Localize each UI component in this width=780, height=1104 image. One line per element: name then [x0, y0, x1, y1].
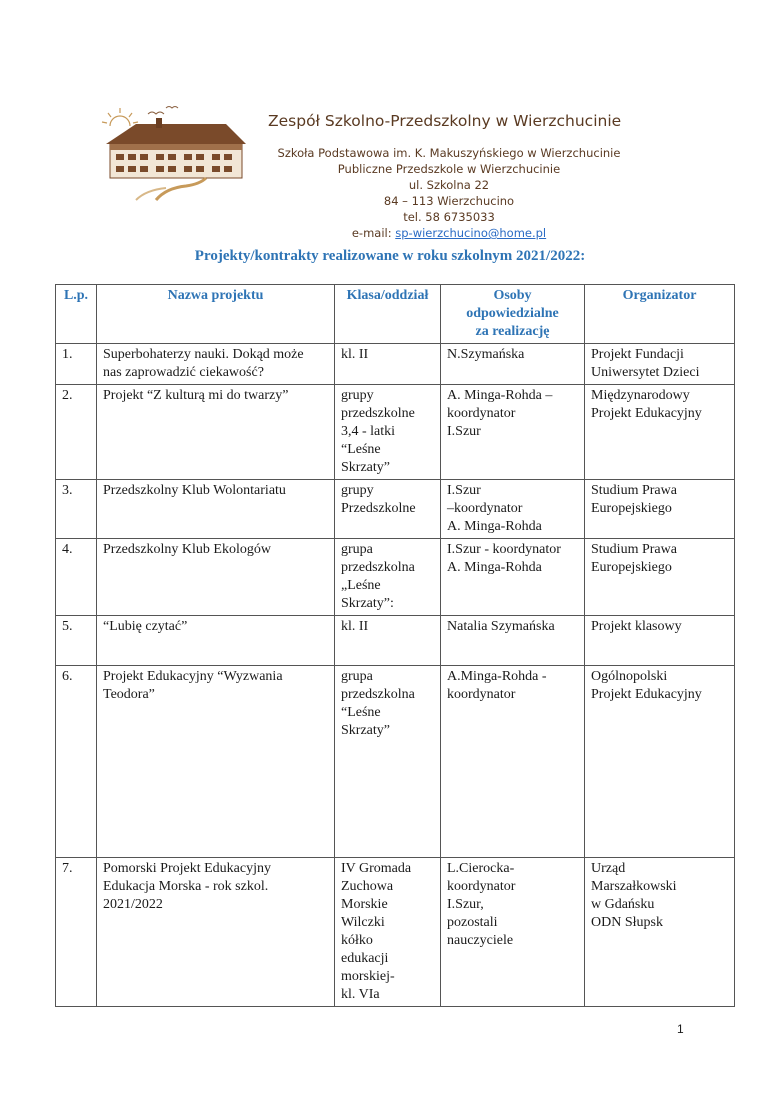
cell-lp: 6. [56, 666, 97, 858]
school-name: Zespół Szkolno-Przedszkolny w Wierzchucinie [268, 112, 622, 130]
header-responsible: Osoby odpowiedzialne za realizację [441, 285, 585, 344]
table-header-row [56, 285, 735, 344]
cell-class: grupy Przedszkolne [335, 480, 441, 539]
cell-project-name: Przedszkolny Klub Wolontariatu [97, 480, 335, 539]
cell-project-name: Superbohaterzy nauki. Dokąd może nas zaprowadzić ciekawość? [97, 344, 335, 385]
table-row [56, 480, 735, 539]
cell-responsible: A. Minga-Rohda – koordynator I.Szur [441, 385, 585, 480]
email-label: e-mail: [351, 226, 396, 240]
cell-class: kl. II [335, 616, 441, 666]
table-row [56, 539, 735, 616]
cell-project-name: Pomorski Projekt Edukacyjny Edukacja Morska - rok szkol. 2021/2022 [97, 858, 335, 1007]
cell-lp: 5. [56, 616, 97, 666]
school-contact-block [268, 145, 630, 241]
cell-organizer: Międzynarodowy Projekt Edukacyjny [585, 385, 735, 480]
cell-lp: 3. [56, 480, 97, 539]
cell-responsible: N.Szymańska [441, 344, 585, 385]
page-number: 1 [677, 1022, 684, 1036]
cell-organizer: Studium Prawa Europejskiego [585, 539, 735, 616]
postal-address: 84 – 113 Wierzchucino [383, 194, 515, 208]
cell-project-name: Projekt “Z kulturą mi do twarzy” [97, 385, 335, 480]
cell-organizer: Urząd Marszałkowski w Gdańsku ODN Słupsk [585, 858, 735, 1007]
cell-project-name: Projekt Edukacyjny “Wyzwania Teodora” [97, 666, 335, 858]
header-project-name: Nazwa projektu [97, 285, 335, 344]
cell-responsible: A.Minga-Rohda - koordynator [441, 666, 585, 858]
projects-table [55, 284, 735, 1007]
cell-project-name: “Lubię czytać” [97, 616, 335, 666]
street-address: ul. Szkolna 22 [408, 178, 490, 192]
cell-organizer: Ogólnopolski Projekt Edukacyjny [585, 666, 735, 858]
table-row [56, 858, 735, 1007]
email-line [268, 225, 630, 241]
kindergarten-name: Publiczne Przedszkole w Wierzchucinie [337, 162, 561, 176]
cell-lp: 2. [56, 385, 97, 480]
cell-responsible: L.Cierocka- koordynator I.Szur, pozostali nauczyciele [441, 858, 585, 1007]
cell-organizer: Projekt klasowy [585, 616, 735, 666]
cell-class: grupy przedszkolne 3,4 - latki “Leśne Skrzaty” [335, 385, 441, 480]
cell-responsible: I.Szur - koordynator A. Minga-Rohda [441, 539, 585, 616]
cell-lp: 4. [56, 539, 97, 616]
document-title: Projekty/kontrakty realizowane w roku szkolnym 2021/2022: [194, 248, 586, 264]
cell-class: grupa przedszkolna „Leśne Skrzaty”: [335, 539, 441, 616]
cell-responsible: I.Szur –koordynator A. Minga-Rohda [441, 480, 585, 539]
header-organizer: Organizator [585, 285, 735, 344]
cell-organizer: Projekt Fundacji Uniwersytet Dzieci [585, 344, 735, 385]
cell-lp: 7. [56, 858, 97, 1007]
cell-responsible: Natalia Szymańska [441, 616, 585, 666]
phone-number: tel. 58 6735033 [403, 210, 495, 224]
cell-lp: 1. [56, 344, 97, 385]
cell-class: grupa przedszkolna “Leśne Skrzaty” [335, 666, 441, 858]
table-row [56, 344, 735, 385]
cell-project-name: Przedszkolny Klub Ekologów [97, 539, 335, 616]
email-link[interactable]: sp-wierzchucino@home.pl [395, 226, 547, 240]
table-row [56, 616, 735, 666]
header-lp: L.p. [56, 285, 97, 344]
school-logo [96, 104, 256, 204]
cell-class: kl. II [335, 344, 441, 385]
table-row [56, 666, 735, 858]
header-class: Klasa/oddział [335, 285, 441, 344]
cell-organizer: Studium Prawa Europejskiego [585, 480, 735, 539]
school-subname: Szkoła Podstawowa im. K. Makuszyńskiego w Wierzchucinie [277, 146, 621, 160]
cell-class: IV Gromada Zuchowa Morskie Wilczki kółko edukacji morskiej- kl. VIa [335, 858, 441, 1007]
table-row [56, 385, 735, 480]
